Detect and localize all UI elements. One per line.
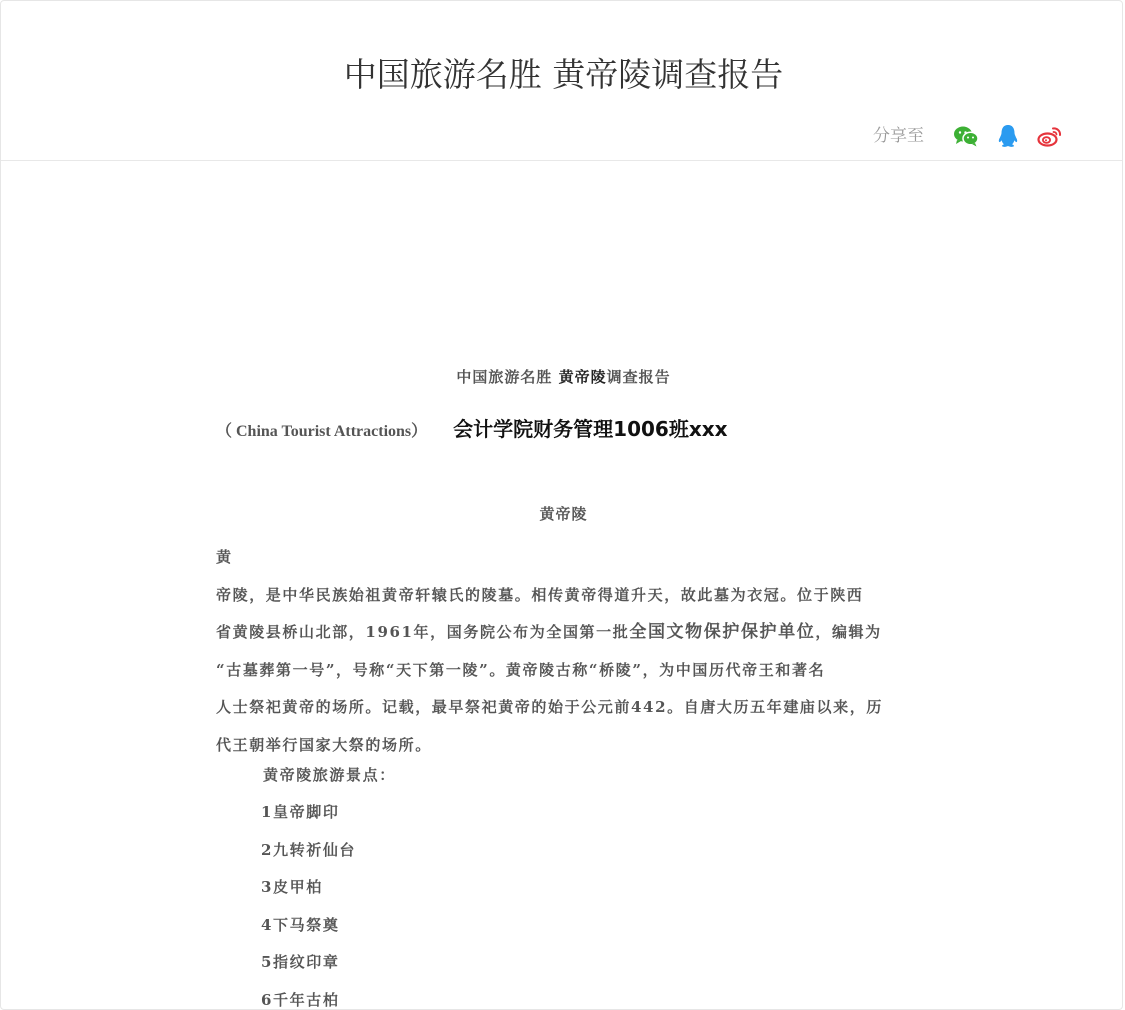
document-subtitle bbox=[216, 413, 728, 442]
attractions-heading: 黄帝陵旅游景点： bbox=[263, 764, 396, 785]
list-item: 3皮甲柏 bbox=[261, 877, 356, 915]
paragraph-line bbox=[216, 614, 911, 652]
document-title-part1: 中国旅游名胜 bbox=[456, 368, 558, 386]
document-title bbox=[216, 366, 911, 387]
list-item: 6千年古柏 bbox=[261, 990, 356, 1010]
qq-icon[interactable] bbox=[994, 122, 1022, 150]
paragraph-emphasis: 全国文物保护保护单位 bbox=[629, 622, 815, 642]
page-header bbox=[1, 1, 1123, 161]
author-line: 会计学院财务管理1006班xxx bbox=[453, 417, 727, 441]
share-label: 分享至 bbox=[873, 121, 924, 151]
document-viewer bbox=[1, 161, 1123, 1010]
paragraph-text: ，编辑为 bbox=[815, 623, 881, 641]
list-item: 4下马祭奠 bbox=[261, 915, 356, 953]
subtitle-english: （ China Tourist Attractions） bbox=[216, 423, 427, 440]
document-title-part2: 黄帝陵 bbox=[559, 368, 607, 386]
wechat-icon[interactable] bbox=[952, 122, 980, 150]
document-title-part3: 调查报告 bbox=[607, 368, 671, 386]
paragraph-line: “古墓葬第一号”，号称“天下第一陵”。黄帝陵古称“桥陵”，为中国历代帝王和著名 bbox=[216, 652, 911, 690]
paragraph-line: 黄 bbox=[216, 539, 911, 577]
share-bar bbox=[873, 121, 1064, 151]
paragraph-line: 人士祭祀黄帝的场所。记载，最早祭祀黄帝的始于公元前442。自唐大历五年建庙以来，历 bbox=[216, 689, 911, 727]
paragraph-line: 帝陵，是中华民族始祖黄帝轩辕氏的陵墓。相传黄帝得道升天，故此墓为衣冠。位于陕西 bbox=[216, 577, 911, 615]
weibo-icon[interactable] bbox=[1036, 122, 1064, 150]
list-item: 2九转祈仙台 bbox=[261, 840, 356, 878]
paragraph-line: 代王朝举行国家大祭的场所。 bbox=[216, 727, 911, 765]
list-item: 5指纹印章 bbox=[261, 952, 356, 990]
attractions-list bbox=[261, 802, 356, 1010]
page-title: 中国旅游名胜 黄帝陵调查报告 bbox=[1, 53, 1123, 97]
section-heading: 黄帝陵 bbox=[216, 503, 911, 524]
list-item: 1皇帝脚印 bbox=[261, 802, 356, 840]
paragraph-text: 省黄陵县桥山北部，1961年，国务院公布为全国第一批 bbox=[216, 623, 629, 641]
intro-paragraph bbox=[216, 539, 911, 764]
